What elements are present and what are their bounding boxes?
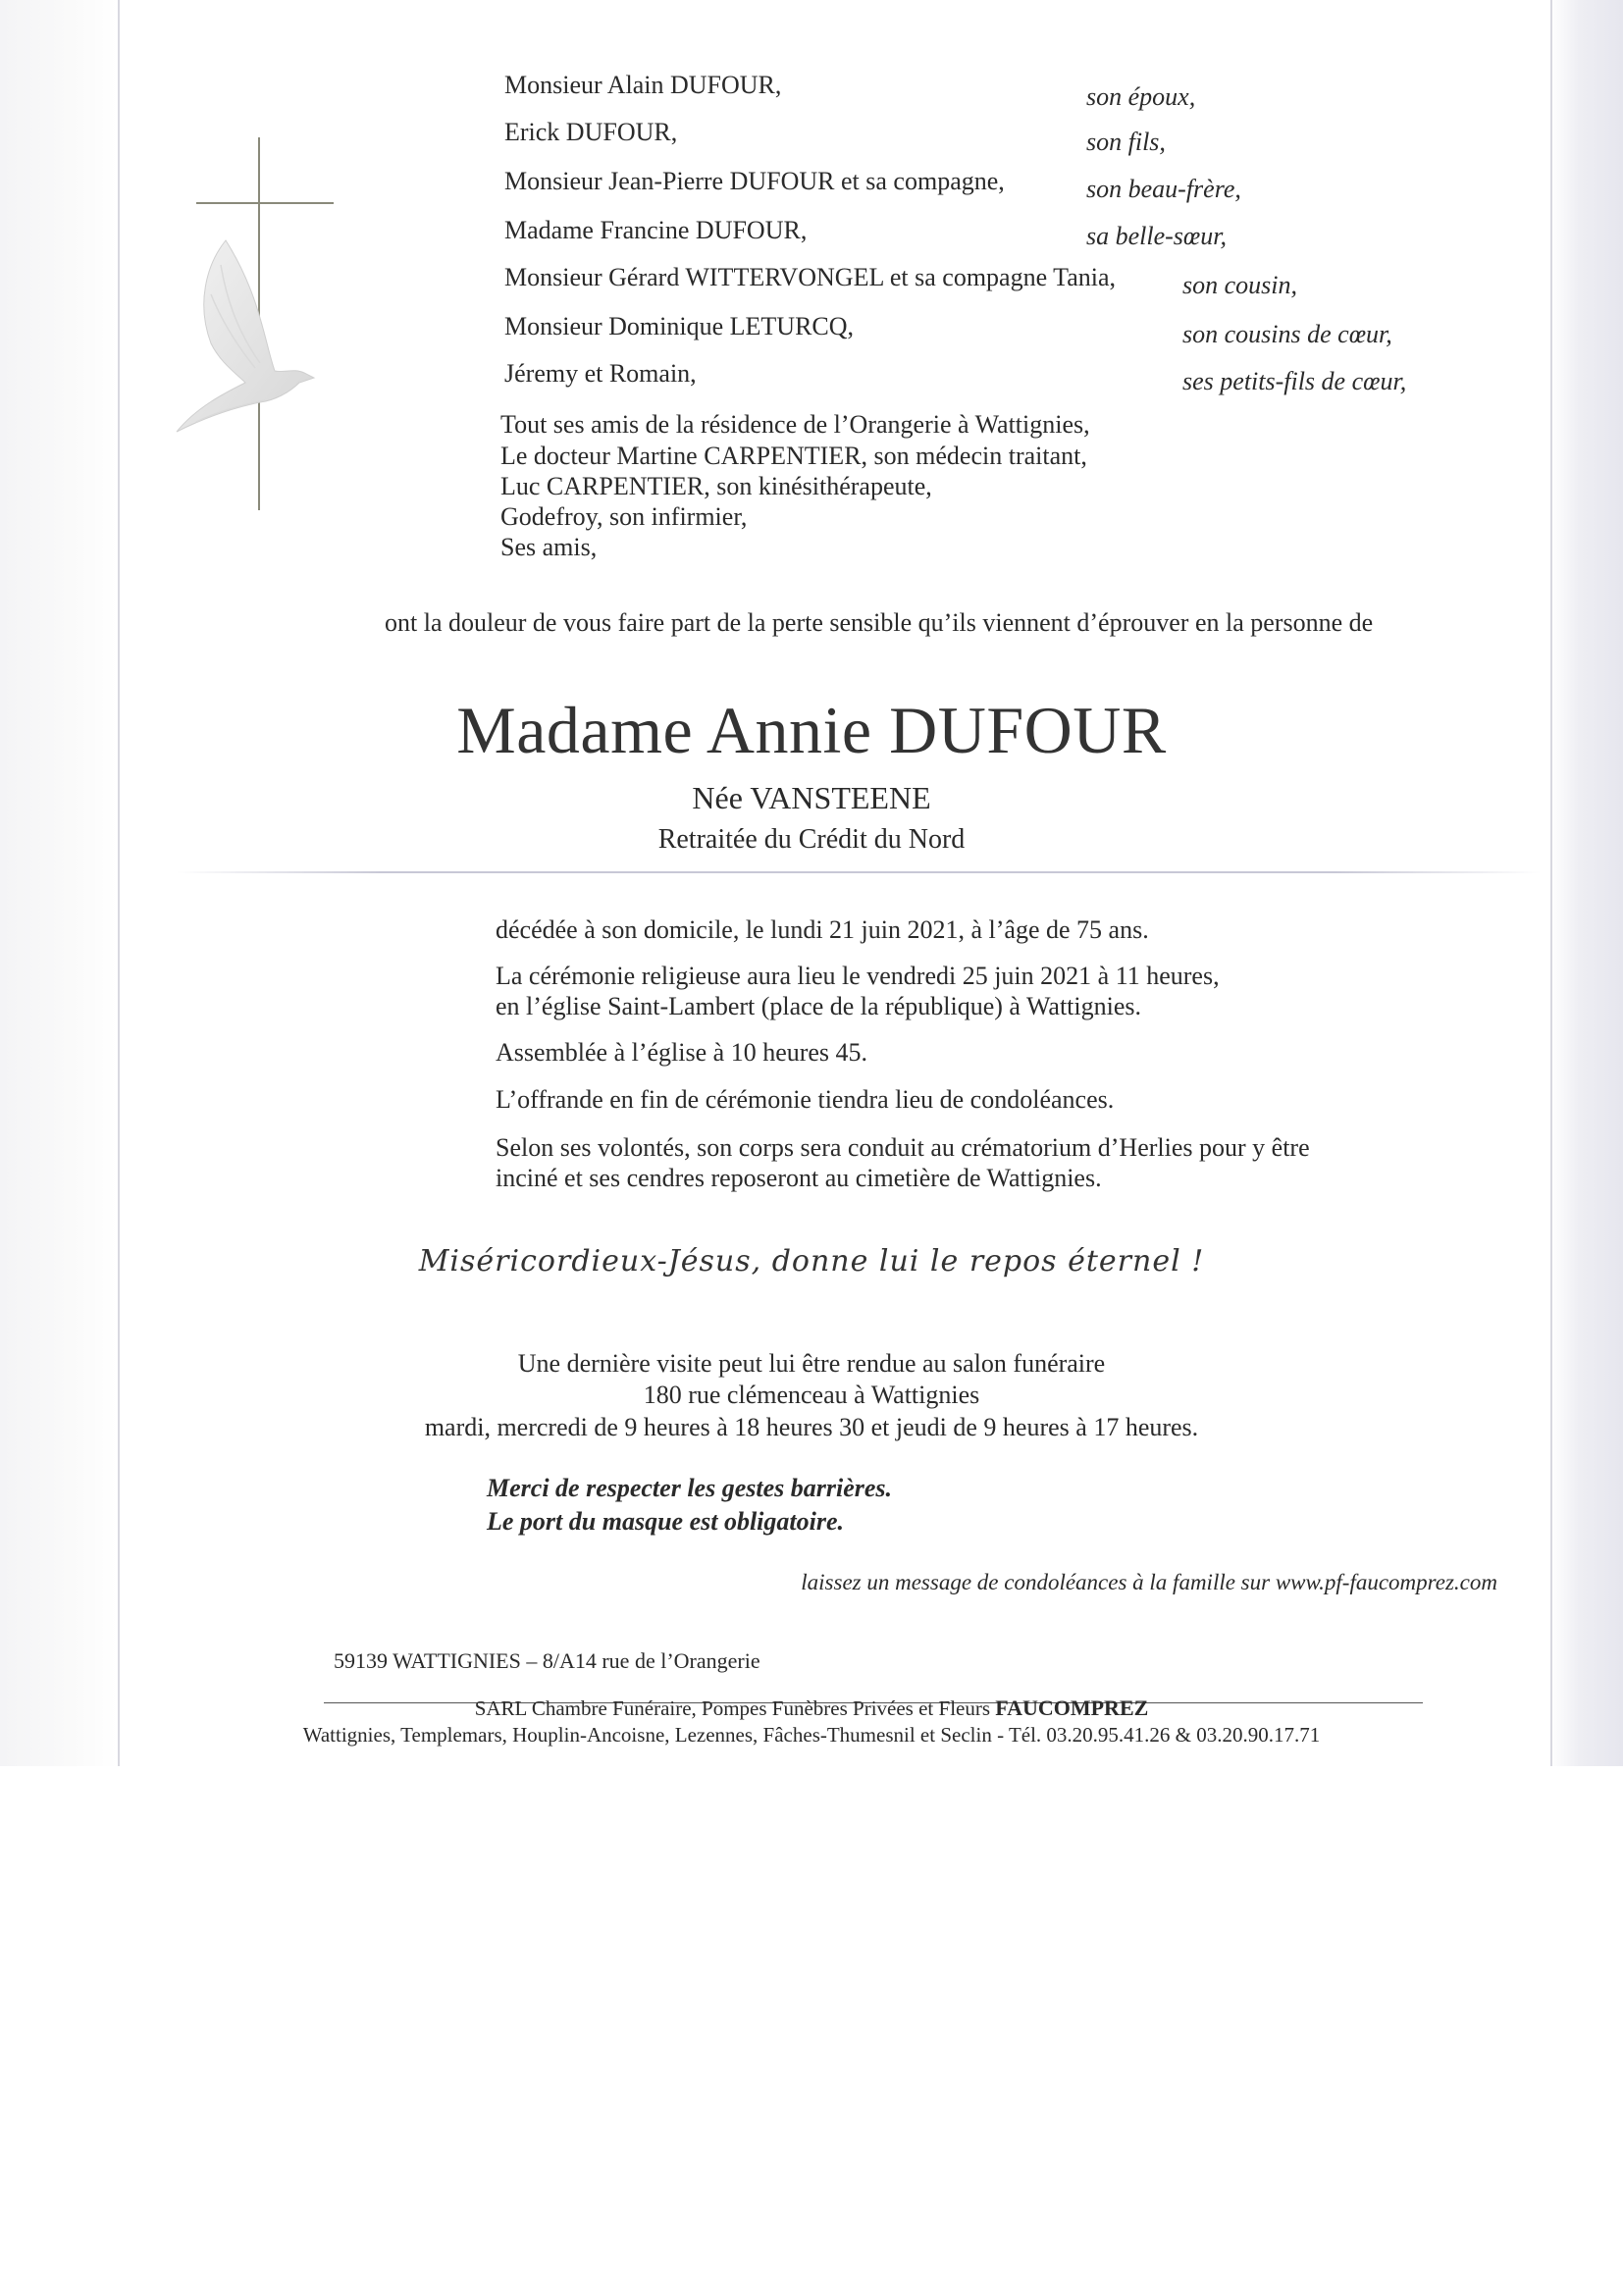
family-name: Monsieur Jean-Pierre DUFOUR et sa compagne, <box>504 167 1005 195</box>
company-line <box>0 1696 1623 1721</box>
ceremony-location: en l’église Saint-Lambert (place de la république) à Wattignies. <box>496 992 1142 1020</box>
family-name: Monsieur Gérard WITTERVONGEL et sa compagne Tania, <box>504 263 1117 291</box>
cremation-detail: inciné et ses cendres reposeront au cimetière de Wattignies. <box>496 1164 1102 1192</box>
scan-border-left <box>0 0 118 1766</box>
family-name: Madame Francine DUFOUR, <box>504 216 808 244</box>
condolence-website[interactable]: laissez un message de condoléances à la famille sur www.pf-faucomprez.com <box>801 1570 1497 1594</box>
cross-icon-horizontal <box>196 202 334 204</box>
dove-icon <box>167 235 324 442</box>
mourner-line: Luc CARPENTIER, son kinésithérapeute, <box>500 472 932 500</box>
death-detail: décédée à son domicile, le lundi 21 juin 2021, à l’âge de 75 ans. <box>496 915 1149 944</box>
visit-hours: mardi, mercredi de 9 heures à 18 heures 30 et jeudi de 9 heures à 17 heures. <box>424 1413 1199 1441</box>
family-relation: ses petits-fils de cœur, <box>1182 367 1407 395</box>
prayer: Miséricordieux-Jésus, donne lui le repos éternel ! <box>418 1244 1205 1278</box>
cremation-detail: Selon ses volontés, son corps sera conduit au crématorium d’Herlies pour y être <box>496 1133 1310 1162</box>
scan-edge-right <box>1550 0 1552 1766</box>
branches-line: Wattignies, Templemars, Houplin-Ancoisne, Lezennes, Fâches-Thumesnil et Seclin - Tél. 03.20.95.41.26 & 03.20.90.17.71 <box>302 1723 1321 1747</box>
visit-address: 180 rue clémenceau à Wattignies <box>643 1381 980 1409</box>
family-name: Monsieur Dominique LETURCQ, <box>504 312 855 340</box>
deceased-occupation: Retraitée du Crédit du Nord <box>657 824 966 855</box>
visit-line: Une dernière visite peut lui être rendue au salon funéraire <box>517 1349 1106 1378</box>
deceased-name: Madame Annie DUFOUR <box>456 693 1167 767</box>
company-prefix: SARL Chambre Funéraire, Pompes Funèbres Privées et Fleurs <box>474 1696 991 1720</box>
family-relation: son fils, <box>1086 128 1166 156</box>
mask-notice: Le port du masque est obligatoire. <box>487 1507 844 1536</box>
scan-edge-left <box>118 0 120 1766</box>
deceased-maiden-name: Née VANSTEENE <box>692 780 931 815</box>
mourner-line: Ses amis, <box>500 533 598 561</box>
family-relation: son beau-frère, <box>1086 175 1241 203</box>
announcement-intro: ont la douleur de vous faire part de la perte sensible qu’ils viennent d’éprouver en la personne de <box>385 608 1374 637</box>
scan-border-right <box>1550 0 1623 1766</box>
family-relation: son cousin, <box>1182 271 1297 299</box>
mourner-line: Le docteur Martine CARPENTIER, son médecin traitant, <box>500 442 1087 470</box>
deceased-address: 59139 WATTIGNIES – 8/A14 rue de l’Orangerie <box>334 1648 760 1673</box>
company-name: FAUCOMPREZ <box>995 1696 1149 1720</box>
family-relation: son époux, <box>1086 82 1196 111</box>
ceremony-detail: La cérémonie religieuse aura lieu le vendredi 25 juin 2021 à 11 heures, <box>496 962 1220 990</box>
mourner-line: Tout ses amis de la résidence de l’Orangerie à Wattignies, <box>500 410 1090 439</box>
family-relation: son cousins de cœur, <box>1182 320 1392 348</box>
family-name: Jéremy et Romain, <box>504 359 697 388</box>
assembly-detail: Assemblée à l’église à 10 heures 45. <box>496 1038 868 1067</box>
mourner-line: Godefroy, son infirmier, <box>500 502 748 531</box>
fold-line <box>177 871 1541 873</box>
family-name: Erick DUFOUR, <box>504 118 678 146</box>
family-relation: sa belle-sœur, <box>1086 222 1227 250</box>
barrier-notice: Merci de respecter les gestes barrières. <box>487 1474 893 1502</box>
offering-detail: L’offrande en fin de cérémonie tiendra lieu de condoléances. <box>496 1085 1115 1114</box>
family-name: Monsieur Alain DUFOUR, <box>504 71 782 99</box>
